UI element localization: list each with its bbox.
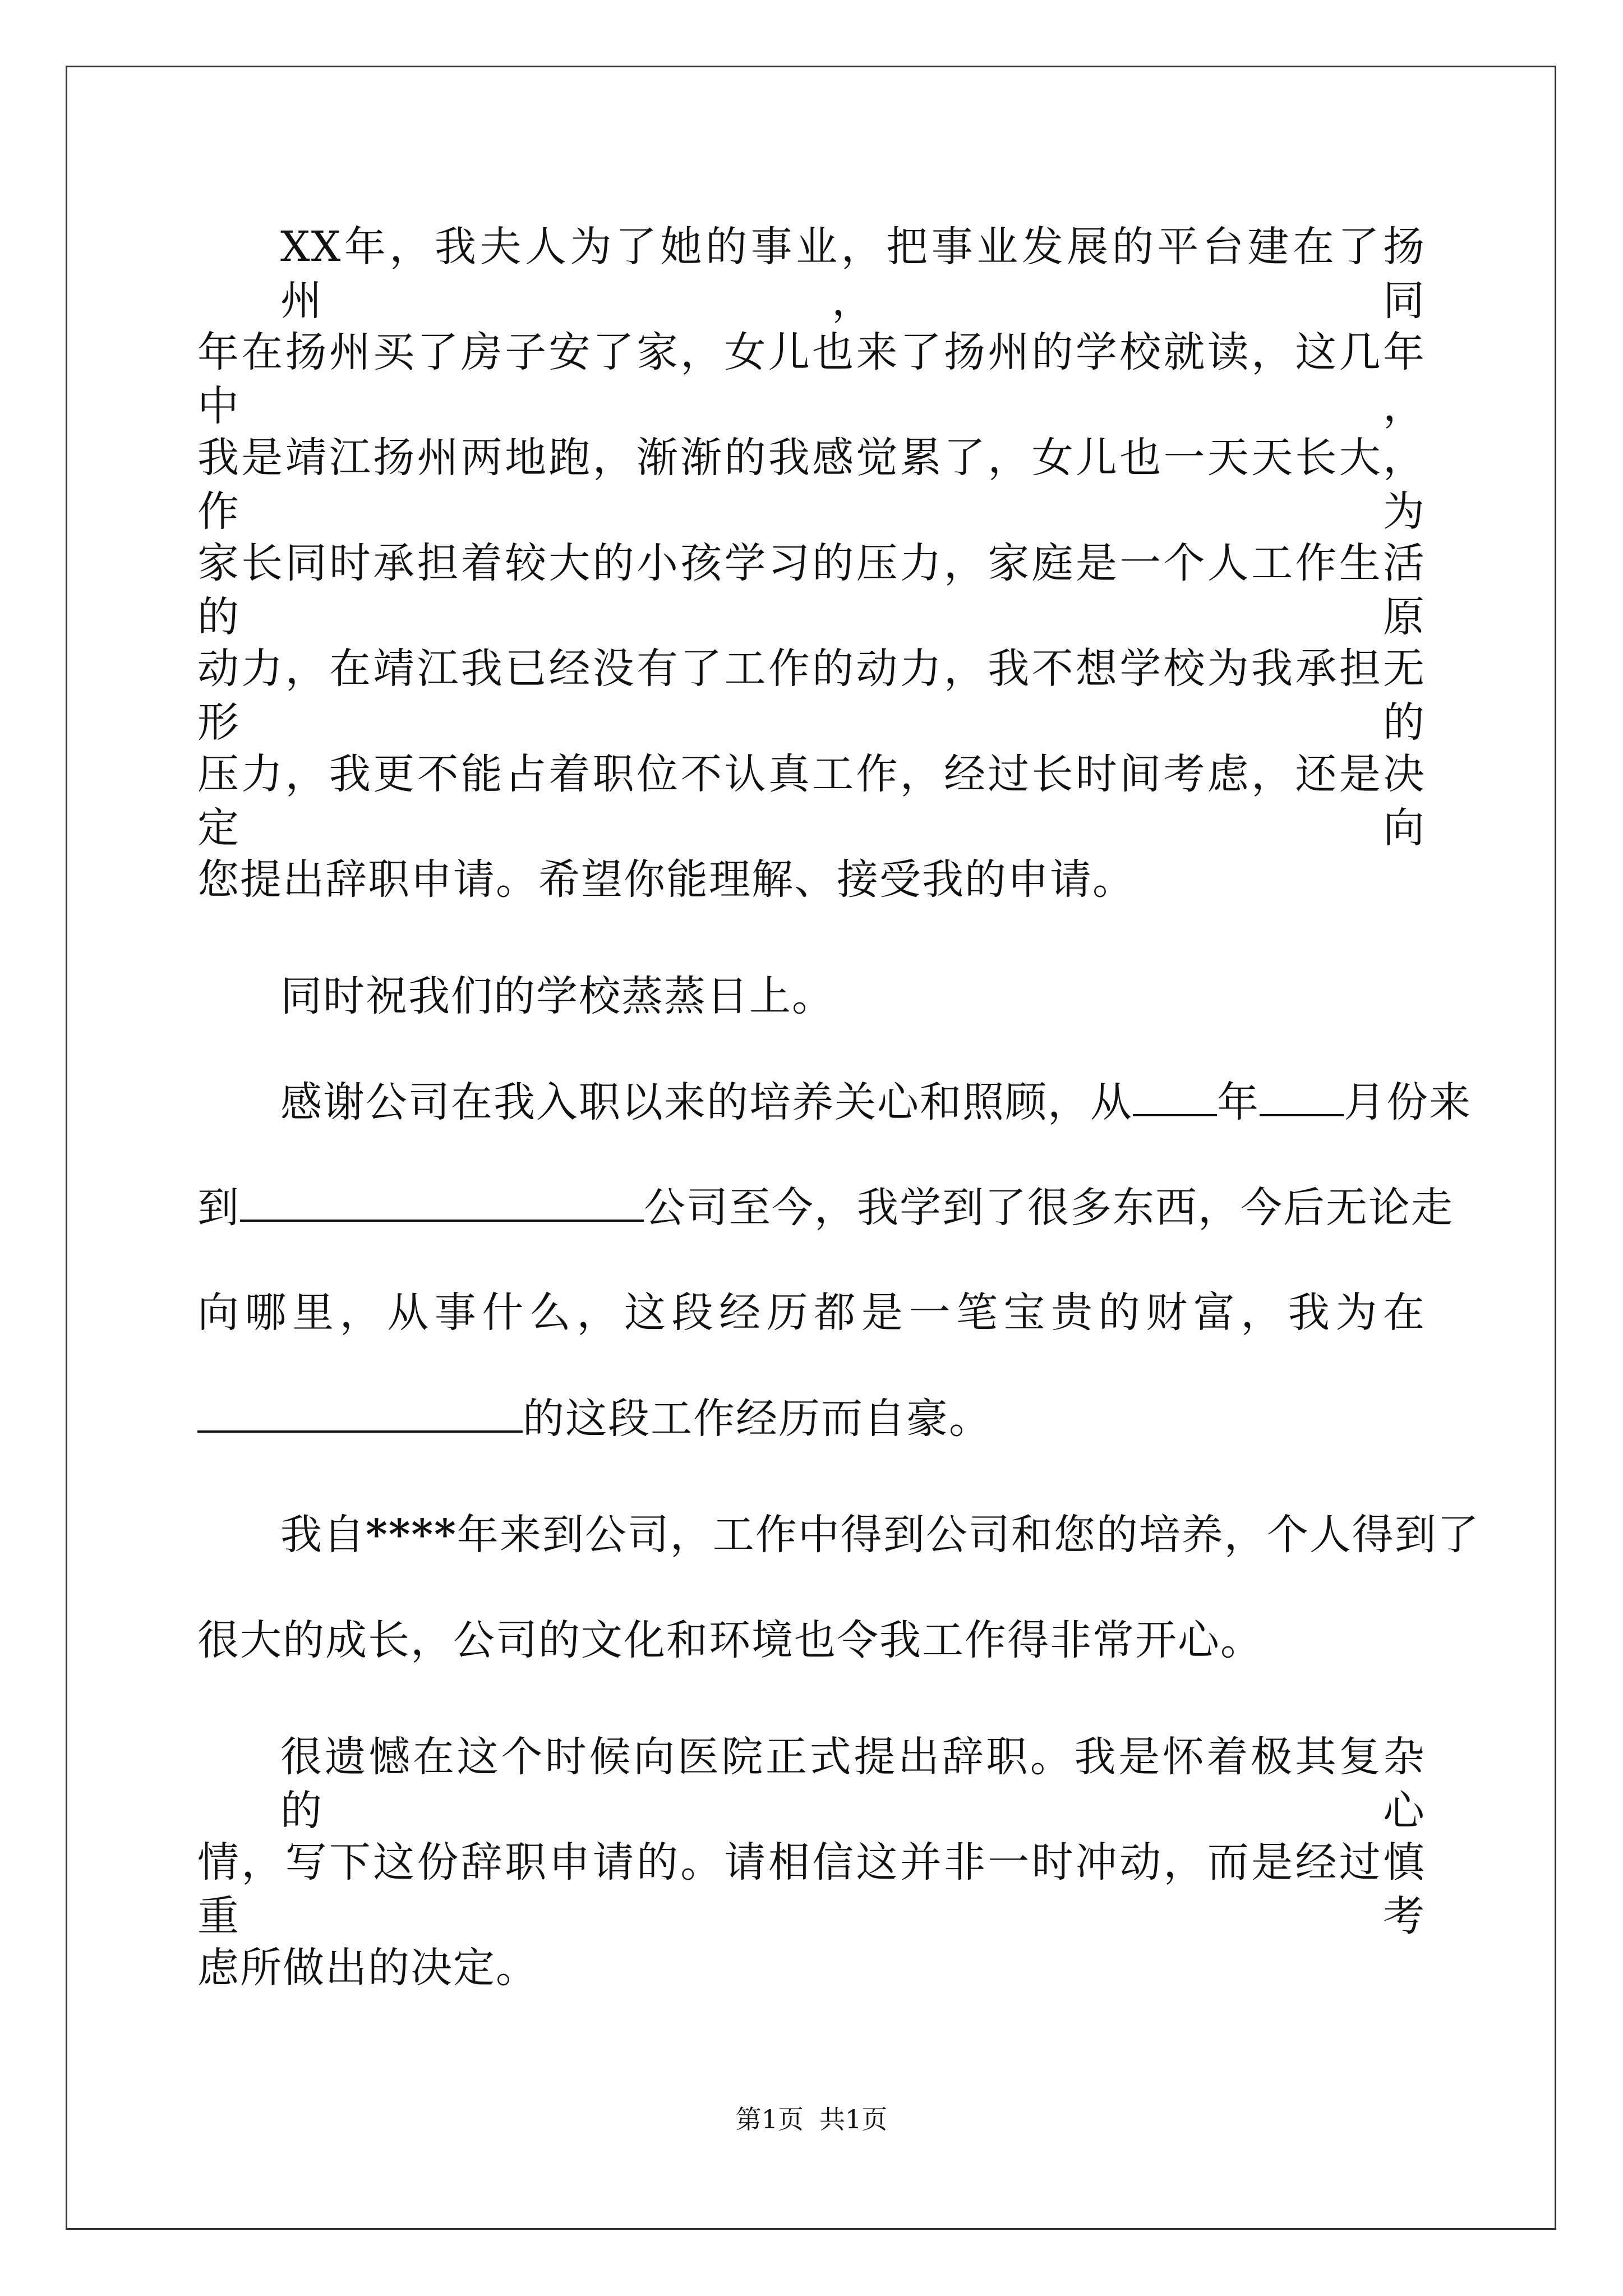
paragraph-3-line-3: 向哪里，从事什么，这段经历都是一笔宝贵的财富，我为在 bbox=[197, 1289, 1426, 1337]
paragraph-3-line-1 bbox=[280, 1075, 1472, 1129]
paragraph-4-line-1 bbox=[280, 1508, 1480, 1562]
year-stars: **** bbox=[366, 1511, 457, 1559]
year-blank bbox=[1133, 1075, 1217, 1116]
paragraph-3-text-f: 的这段工作经历而自豪。 bbox=[523, 1395, 992, 1443]
paragraph-3-text-d: 到 bbox=[197, 1184, 240, 1232]
paragraph-1-line-3: 我是靖江扬州两地跑，渐渐的我感觉累了，女儿也一天天长大，作为 bbox=[197, 434, 1426, 536]
month-blank bbox=[1260, 1075, 1344, 1116]
page-number-total: 共1页 bbox=[819, 2104, 888, 2134]
paragraph-4-line-2: 很大的成长，公司的文化和环境也令我工作得非常开心。 bbox=[197, 1616, 1263, 1664]
workplace-blank bbox=[197, 1391, 523, 1433]
paragraph-3-line-2 bbox=[197, 1180, 1454, 1235]
company-blank bbox=[240, 1180, 644, 1222]
paragraph-1-line-7: 您提出辞职申请。希望你能理解、接受我的申请。 bbox=[197, 855, 1135, 904]
paragraph-5-line-3: 虑所做出的决定。 bbox=[197, 1944, 538, 1992]
paragraph-4-text-b: 年来到公司，工作中得到公司和您的培养，个人得到了 bbox=[457, 1511, 1480, 1559]
paragraph-2-line-1: 同时祝我们的学校蒸蒸日上。 bbox=[280, 972, 834, 1020]
paragraph-1-line-1: XX年，我夫人为了她的事业，把事业发展的平台建在了扬州，同 bbox=[280, 223, 1426, 325]
paragraph-1-line-4: 家长同时承担着较大的小孩学习的压力，家庭是一个人工作生活的原 bbox=[197, 539, 1426, 641]
page-footer bbox=[0, 2102, 1623, 2136]
paragraph-3-text-e: 公司至今，我学到了很多东西，今后无论走 bbox=[644, 1184, 1454, 1232]
paragraph-5-line-2: 情，写下这份辞职申请的。请相信这并非一时冲动，而是经过慎重考 bbox=[197, 1838, 1426, 1940]
paragraph-4-text-a: 我自 bbox=[280, 1511, 366, 1559]
paragraph-1-line-6: 压力，我更不能占着职位不认真工作，经过长时间考虑，还是决定向 bbox=[197, 750, 1426, 852]
paragraph-1-line-5: 动力，在靖江我已经没有了工作的动力，我不想学校为我承担无形的 bbox=[197, 645, 1426, 747]
paragraph-3-text-a: 感谢公司在我入职以来的培养关心和照顾，从 bbox=[280, 1078, 1133, 1126]
paragraph-3-text-b: 年 bbox=[1217, 1078, 1260, 1126]
paragraph-5-line-1: 很遗憾在这个时候向医院正式提出辞职。我是怀着极其复杂的心 bbox=[280, 1733, 1426, 1835]
paragraph-3-text-c: 月份来 bbox=[1344, 1078, 1472, 1126]
paragraph-1-line-2: 年在扬州买了房子安了家，女儿也来了扬州的学校就读，这几年中， bbox=[197, 328, 1426, 430]
paragraph-3-line-4 bbox=[197, 1391, 992, 1446]
page-number-current: 第1页 bbox=[735, 2104, 804, 2134]
